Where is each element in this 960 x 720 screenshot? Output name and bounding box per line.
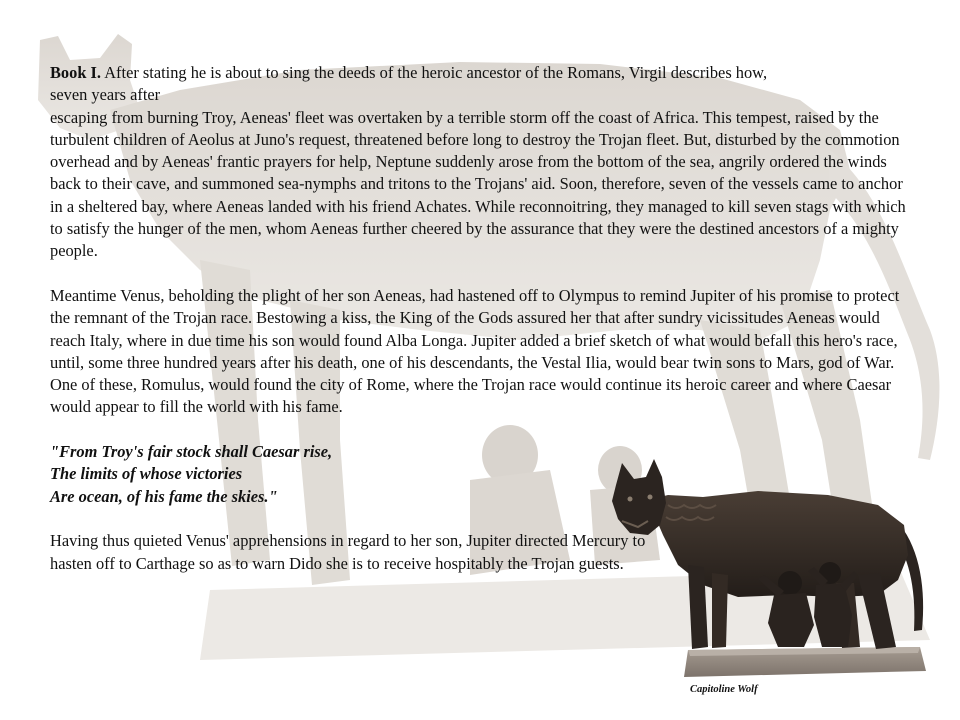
verse-line: Are ocean, of his fame the skies." (50, 486, 278, 506)
paragraph1-line1: After stating he is about to sing the deeds of the heroic ancestor of the Romans, Virgil describes how, (104, 63, 768, 82)
paragraph1-rest: escaping from burning Troy, Aeneas' fleet was overtaken by a terrible storm off the coast of Africa. This tempest, raised by the turbulent children of Aeolus at Juno's request, threatened before long to destroy the Trojan fleet. But, disturbed by the commotion overhead and by Aeneas' frantic prayers for help, Neptune suddenly arose from the bottom of the sea, angrily ordered the winds back to their cave, and summoned sea-nymphs and tritons to the Trojans' aid. Soon, therefore, seven of the vessels came to anchor in a sheltered bay, where Aeneas landed with his friend Achates. While reconnoitring, they managed to kill seven stags with which to satisfy the hunger of the men, whom Aeneas further cheered by the assurance that they were the destined ancestors of a mighty people. (50, 107, 906, 261)
paragraph-venus: Meantime Venus, beholding the plight of her son Aeneas, had hastened off to Olympus to remind Jupiter of his promise to protect the remnant of the Trojan race. Bestowing a kiss, the King of the Gods assured her that after sundry vicissitudes Aeneas would reach Italy, where in due time his son would found Alba Longa. Jupiter added a brief sketch of what would befall this hero's race, until, some three hundred years after his death, one of his descendants, the Vestal Ilia, would bear twin sons to Mars, god of War. One of these, Romulus, would found the city of Rome, where the Trojan race would continue its heroic career and where Caesar would appear to fill the world with his fame. (50, 285, 900, 417)
paragraph-book-one (50, 62, 910, 263)
book-label: Book I. (50, 63, 102, 82)
paragraph1-line2: seven years after (50, 85, 161, 105)
paragraph-jupiter: Having thus quieted Venus' apprehensions in regard to her son, Jupiter directed Mercury to hasten off to Carthage so as to warn Dido she is to receive hospitably the Trojan guests. (50, 531, 646, 573)
image-caption: Capitoline Wolf (690, 684, 758, 695)
verse-line: "From Troy's fair stock shall Caesar rise, (50, 442, 333, 462)
capitoline-wolf-statue-icon (608, 455, 930, 685)
verse-line: The limits of whose victories (50, 464, 243, 484)
